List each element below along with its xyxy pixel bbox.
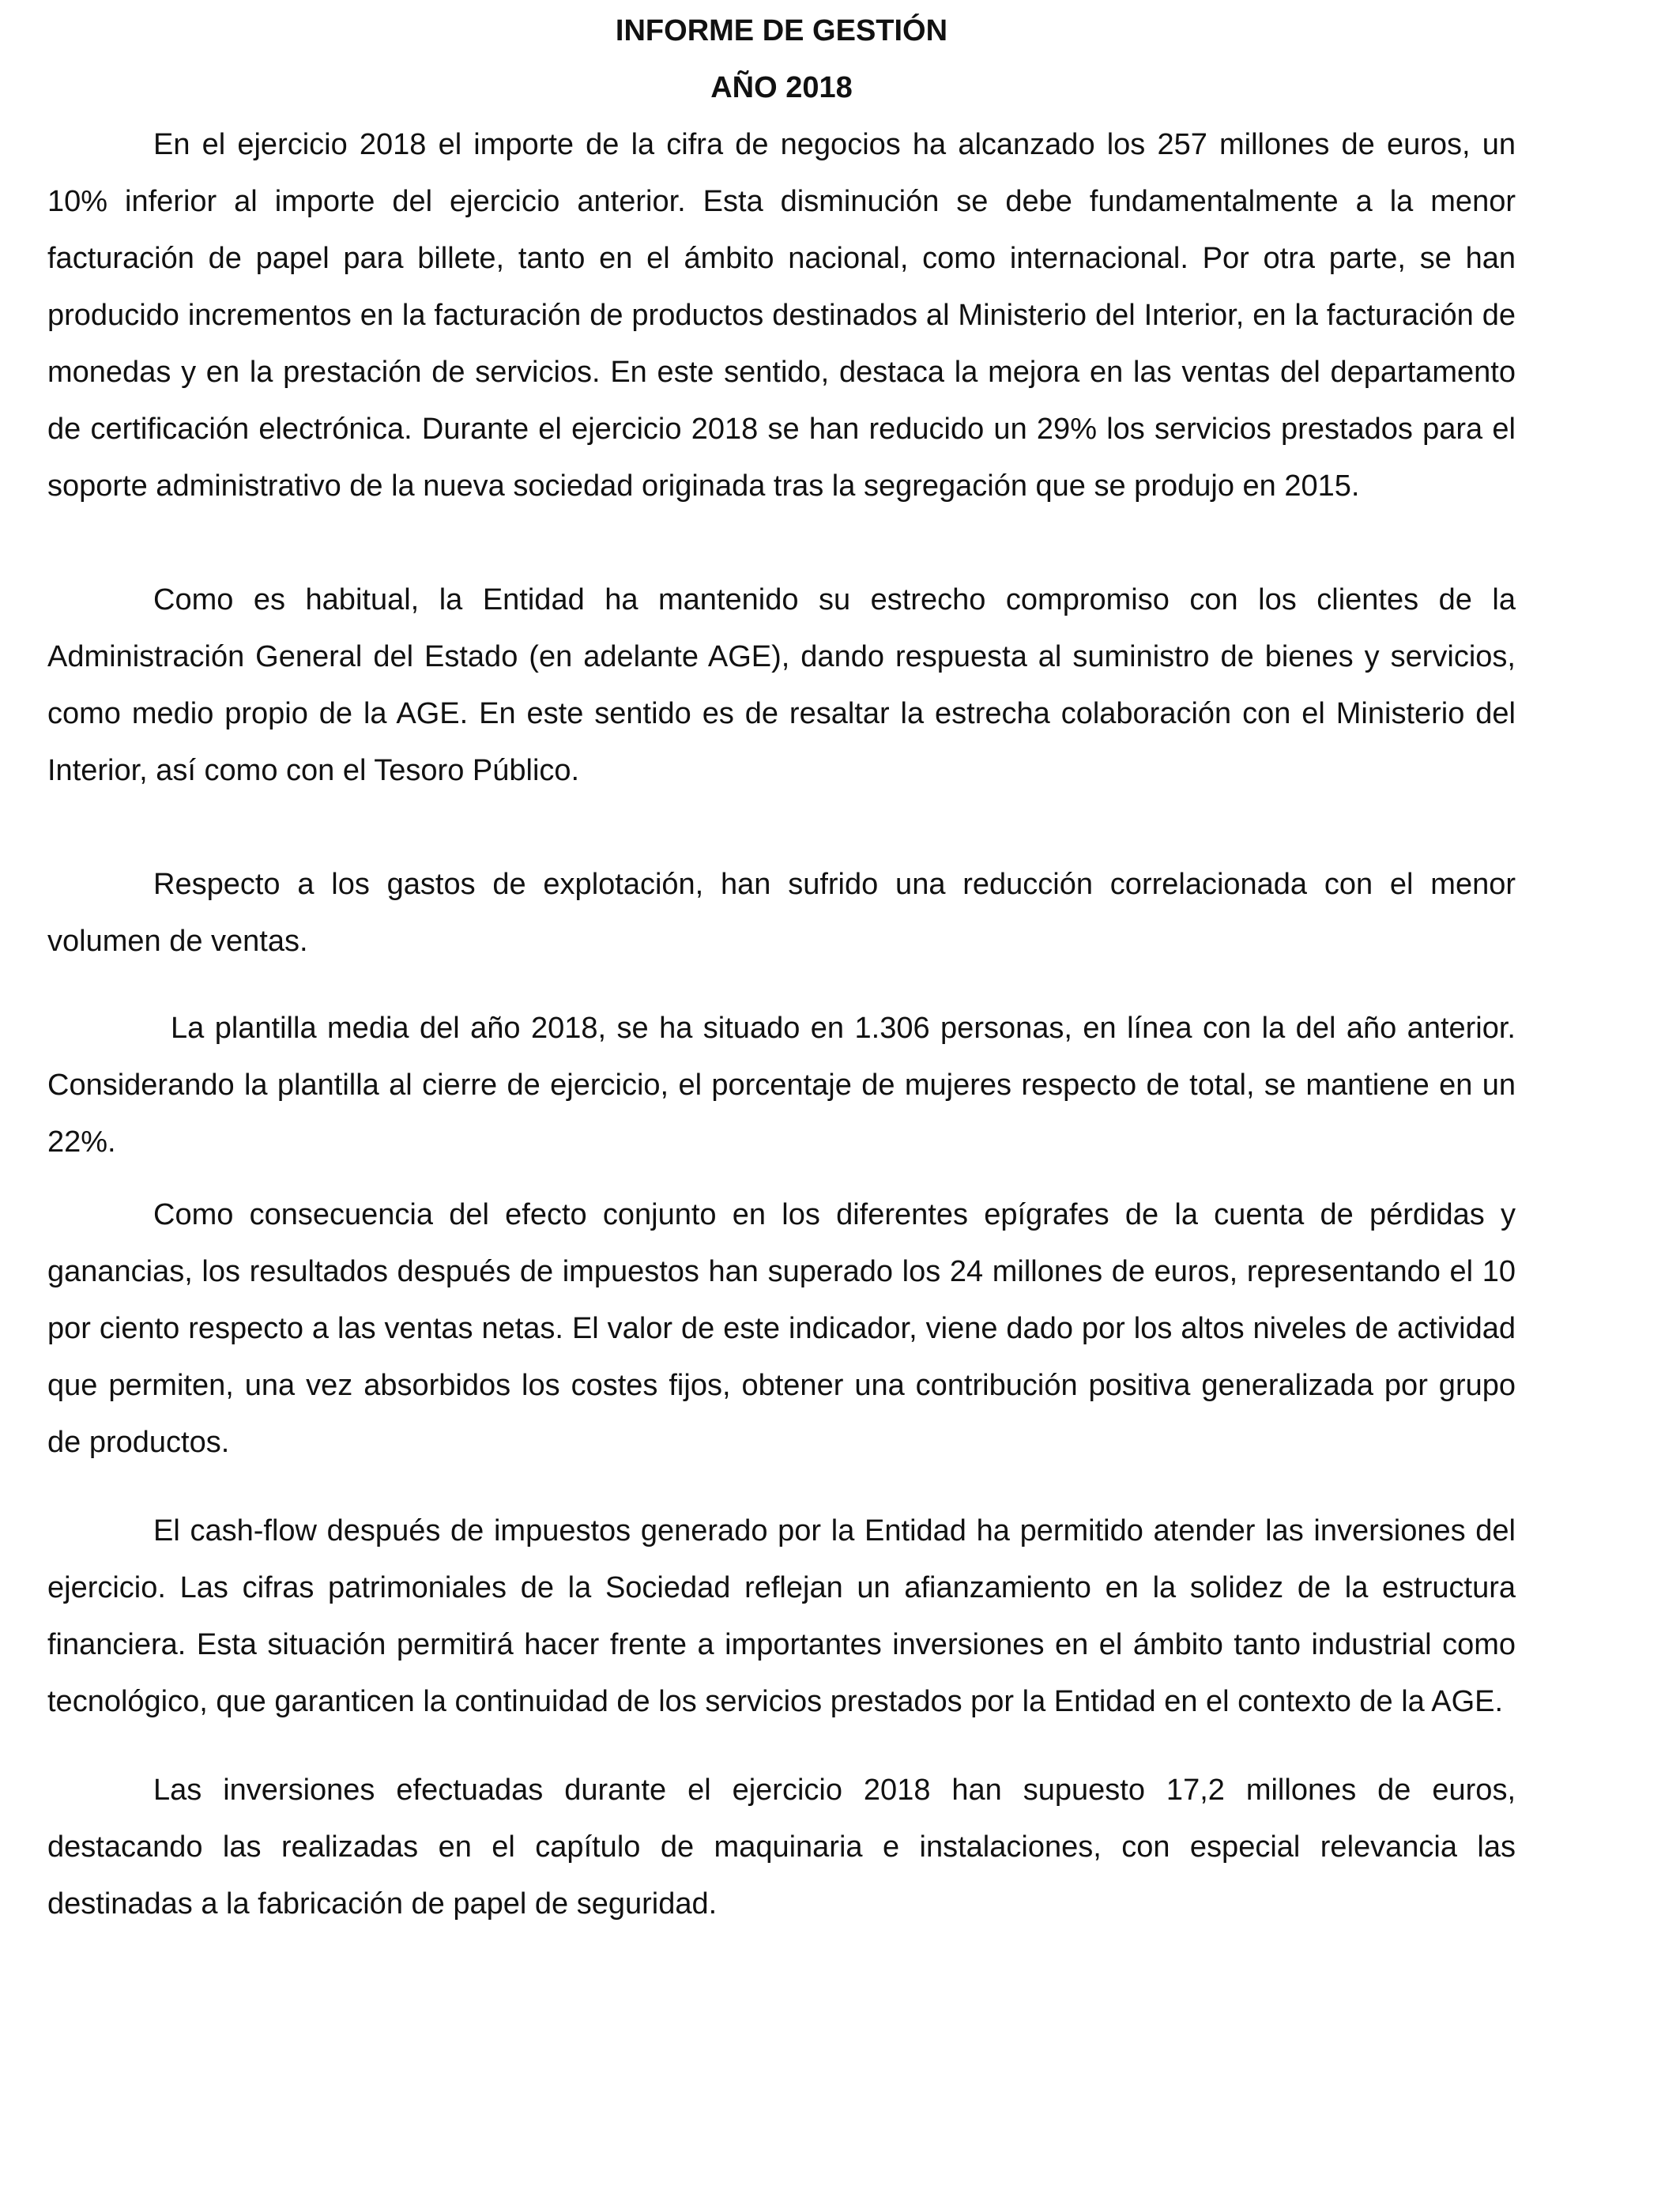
paragraph-results: Como consecuencia del efecto conjunto en los diferentes epígrafes de la cuenta de pérdidas y ganancias, los resultados después de impuestos han superado los 24 millones de euros, representando el 10 por ciento respecto a las ventas netas. El valor de este indicador, viene dado por los altos niveles de actividad que permiten, una vez absorbidos los costes fijos, obtener una contribución positiva generalizada por grupo de productos. — [47, 1198, 1516, 1459]
paragraph-investments: Las inversiones efectuadas durante el ejercicio 2018 han supuesto 17,2 millones de euros, destacando las realizadas en el capítulo de maquinaria e instalaciones, con especial relevancia las destinadas a la fabricación de papel de seguridad. — [47, 1774, 1516, 1921]
paragraph-revenue: En el ejercicio 2018 el importe de la cifra de negocios ha alcanzado los 257 millones de euros, un 10% inferior al importe del ejercicio anterior. Esta disminución se debe fundamentalmente a la menor facturación de papel para billete, tanto en el ámbito nacional, como internacional. Por otra parte, se han producido incrementos en la facturación de productos destinados al Ministerio del Interior, en la facturación de monedas y en la prestación de servicios. En este sentido, destaca la mejora en las ventas del departamento de certificación electrónica. Durante el ejercicio 2018 se han reducido un 29% los servicios prestados para el soporte administrativo de la nueva sociedad originada tras la segregación que se produjo en 2015. — [47, 128, 1516, 503]
paragraph-operating-expenses: Respecto a los gastos de explotación, han sufrido una reducción correlacionada con el menor volumen de ventas. — [47, 868, 1516, 958]
paragraph-cash-flow: El cash-flow después de impuestos generado por la Entidad ha permitido atender las inversiones del ejercicio. Las cifras patrimoniales de la Sociedad reflejan un afianzamiento en la solidez de la estructura financiera. Esta situación permitirá hacer frente a importantes inversiones en el ámbito tanto industrial como tecnológico, que garanticen la continuidad de los servicios prestados por la Entidad en el contexto de la AGE. — [47, 1514, 1516, 1718]
paragraph-workforce: La plantilla media del año 2018, se ha situado en 1.306 personas, en línea con la del año anterior. Considerando la plantilla al cierre de ejercicio, el porcentaje de mujeres respecto de total, se mantiene en un 22%. — [47, 1012, 1516, 1159]
paragraph-age-commitment: Como es habitual, la Entidad ha mantenido su estrecho compromiso con los clientes de la Administración General del Estado (en adelante AGE), dando respuesta al suministro de bienes y servicios, como medio propio de la AGE. En este sentido es de resaltar la estrecha colaboración con el Ministerio del Interior, así como con el Tesoro Público. — [47, 583, 1516, 787]
document-title: INFORME DE GESTIÓN — [615, 14, 948, 47]
document-page — [47, 0, 1516, 1932]
document-subtitle: AÑO 2018 — [710, 71, 853, 104]
